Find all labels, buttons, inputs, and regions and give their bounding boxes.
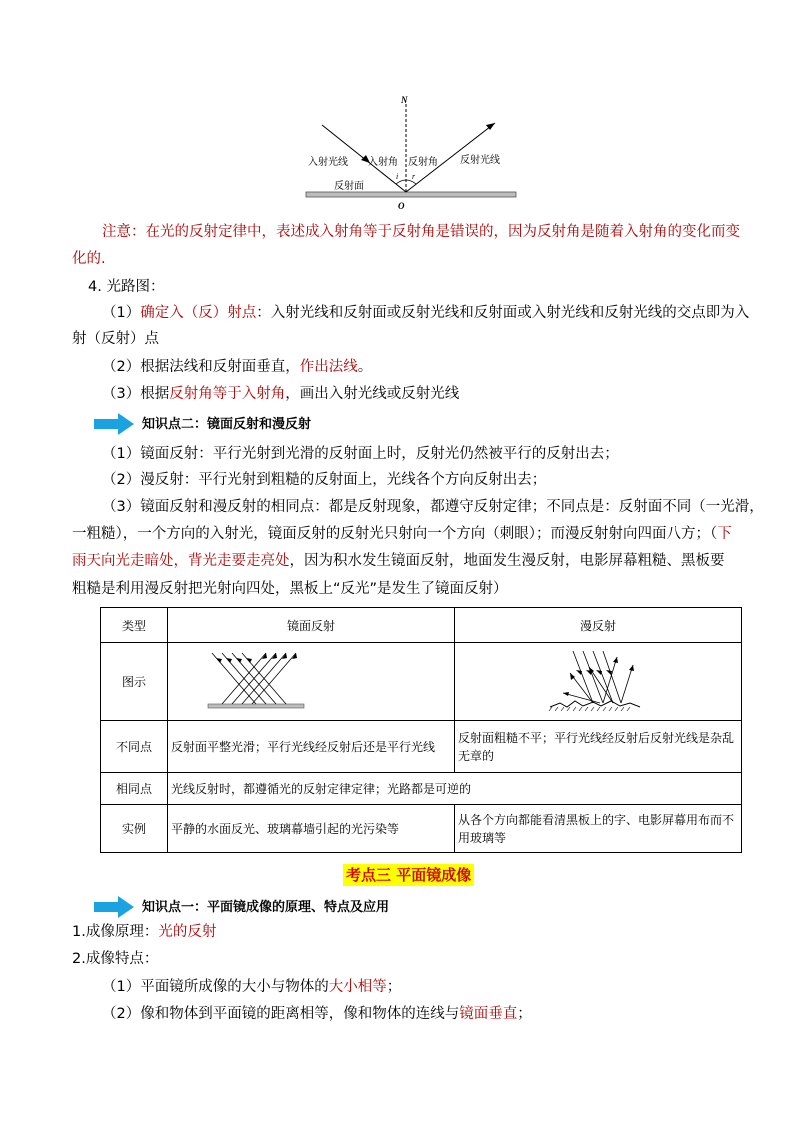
feature-1-end: ； [386, 979, 402, 995]
label-n: N [401, 95, 408, 105]
specular-diff-cell: 反射面平整光滑；平行光线经反射后还是平行光线 [168, 721, 455, 773]
note-line-2: 化的. [72, 251, 106, 267]
feature-1-red: 大小相等 [328, 979, 387, 995]
table-row [101, 805, 742, 853]
table-row [101, 721, 742, 773]
path-item-3-prefix: （3）根据 [102, 386, 170, 402]
feature-2-red: 镜面垂直 [459, 1006, 518, 1022]
features-heading: 2.成像特点： [72, 951, 159, 967]
label-r: r [412, 172, 416, 181]
path-item-1-line-2: 射（反射）点 [72, 331, 159, 347]
table-header-diffuse: 漫反射 [455, 608, 742, 643]
arrow-right-icon [94, 896, 134, 918]
label-incident-ray: 入射光线 [308, 157, 348, 168]
kp2-line-5-black: ，因为积水发生镜面反射，地面发生漫反射，电影屏幕粗糙、黑板要 [289, 553, 725, 569]
path-item-1 [102, 302, 749, 324]
path-item-2-red: 作出法线 [299, 359, 358, 375]
reflection-diagram [300, 92, 530, 210]
section-3-title: 考点三 平面镜成像 [343, 864, 474, 886]
label-i: i [396, 172, 399, 181]
table-label-diagram: 图示 [101, 643, 168, 721]
kp1-title: 知识点一：平面镜成像的原理、特点及应用 [142, 900, 390, 915]
label-reflect-angle: 反射角 [408, 157, 438, 168]
same-point-cell: 光线反射时，都遵循光的反射定律定律；光路都是可逆的 [168, 773, 742, 805]
kp2-line-5-red: 雨天向光走暗处，背光走要走亮处 [72, 553, 290, 569]
kp2-line-3: （3）镜面反射和漫反射的相同点：都是反射现象，都遵守反射定律；不同点是：反射面不同（一光滑， [102, 499, 764, 515]
path-heading: 4. 光路图： [88, 279, 165, 295]
specular-reflection-diagram [168, 643, 454, 717]
specular-example-cell: 平静的水面反光、玻璃幕墙引起的光污染等 [168, 805, 455, 853]
specular-diagram-cell [168, 643, 455, 721]
kp2-line-2: （2）漫反射：平行光射到粗糙的反射面上，光线各个方向反射出去； [102, 472, 547, 488]
path-item-3-red: 反射角等于入射角 [169, 386, 286, 402]
diffuse-diff-cell: 反射面粗糙不平；平行光线经反射后反射光线是杂乱无章的 [455, 721, 742, 773]
principle-prefix: 1.成像原理： [72, 924, 159, 940]
feature-2-prefix: （2）像和物体到平面镜的距离相等，像和物体的连线与 [102, 1006, 460, 1022]
diffuse-diagram-cell [455, 643, 742, 721]
path-item-2-prefix: （2）根据法线和反射面垂直， [102, 359, 300, 375]
kp2-line-4 [72, 523, 732, 545]
kp2-line-1: （1）镜面反射：平行光射到光滑的反射面上时，反射光仍然被平行的反射出去； [102, 446, 619, 462]
path-item-1-prefix: （1） [102, 305, 141, 321]
feature-1-prefix: （1）平面镜所成像的大小与物体的 [102, 979, 329, 995]
feature-2-end: ； [517, 1006, 532, 1022]
label-incident-angle: 入射角 [368, 157, 398, 168]
kp2-line-6: 粗糙是利用漫反射把光射向四处，黑板上“反光”是发生了镜面反射） [72, 581, 508, 597]
diffuse-reflection-diagram [455, 643, 741, 717]
feature-2 [102, 1003, 532, 1025]
table-header-type: 类型 [101, 608, 168, 643]
reflection-comparison-table [100, 607, 742, 853]
note-line-1: 注意：在光的反射定律中，表述成入射角等于反射角是错误的，因为反射角是随着入射角的变化而变 [102, 224, 740, 240]
path-item-3-rest: ，画出入射光线或反射光线 [285, 386, 460, 402]
table-row [101, 608, 742, 643]
principle-line [72, 921, 216, 943]
label-reflect-surface: 反射面 [334, 181, 364, 192]
path-item-1-red: 确定入（反）射点 [140, 305, 257, 321]
label-reflected-ray: 反射光线 [460, 155, 500, 166]
path-item-2-end: 。 [357, 359, 373, 375]
principle-red: 光的反射 [158, 924, 217, 940]
table-row [101, 643, 742, 721]
kp2-line-4-black: 一粗糙），一个方向的入射光，镜面反射的反射光只射向一个方向（刺眼）；而漫反射射向四面八方；（ [72, 526, 718, 542]
mirror-surface [306, 192, 516, 197]
path-item-1-rest: ：入射光线和反射面或反射光线和反射面或入射光线和反射光线的交点即为入 [256, 305, 750, 321]
table-label-diff: 不同点 [101, 721, 168, 773]
arrow-right-icon [94, 413, 134, 435]
table-label-same: 相同点 [101, 773, 168, 805]
table-label-example: 实例 [101, 805, 168, 853]
label-o: O [398, 201, 405, 210]
path-item-3 [102, 383, 459, 405]
table-header-specular: 镜面反射 [168, 608, 455, 643]
feature-1 [102, 976, 401, 998]
kp2-line-4-red: 下 [717, 526, 732, 542]
kp2-title: 知识点二：镜面反射和漫反射 [142, 417, 312, 432]
path-item-2 [102, 356, 372, 378]
table-row [101, 773, 742, 805]
diffuse-example-cell: 从各个方向都能看清黑板上的字、电影屏幕用布而不用玻璃等 [455, 805, 742, 853]
kp2-line-5 [72, 550, 725, 572]
